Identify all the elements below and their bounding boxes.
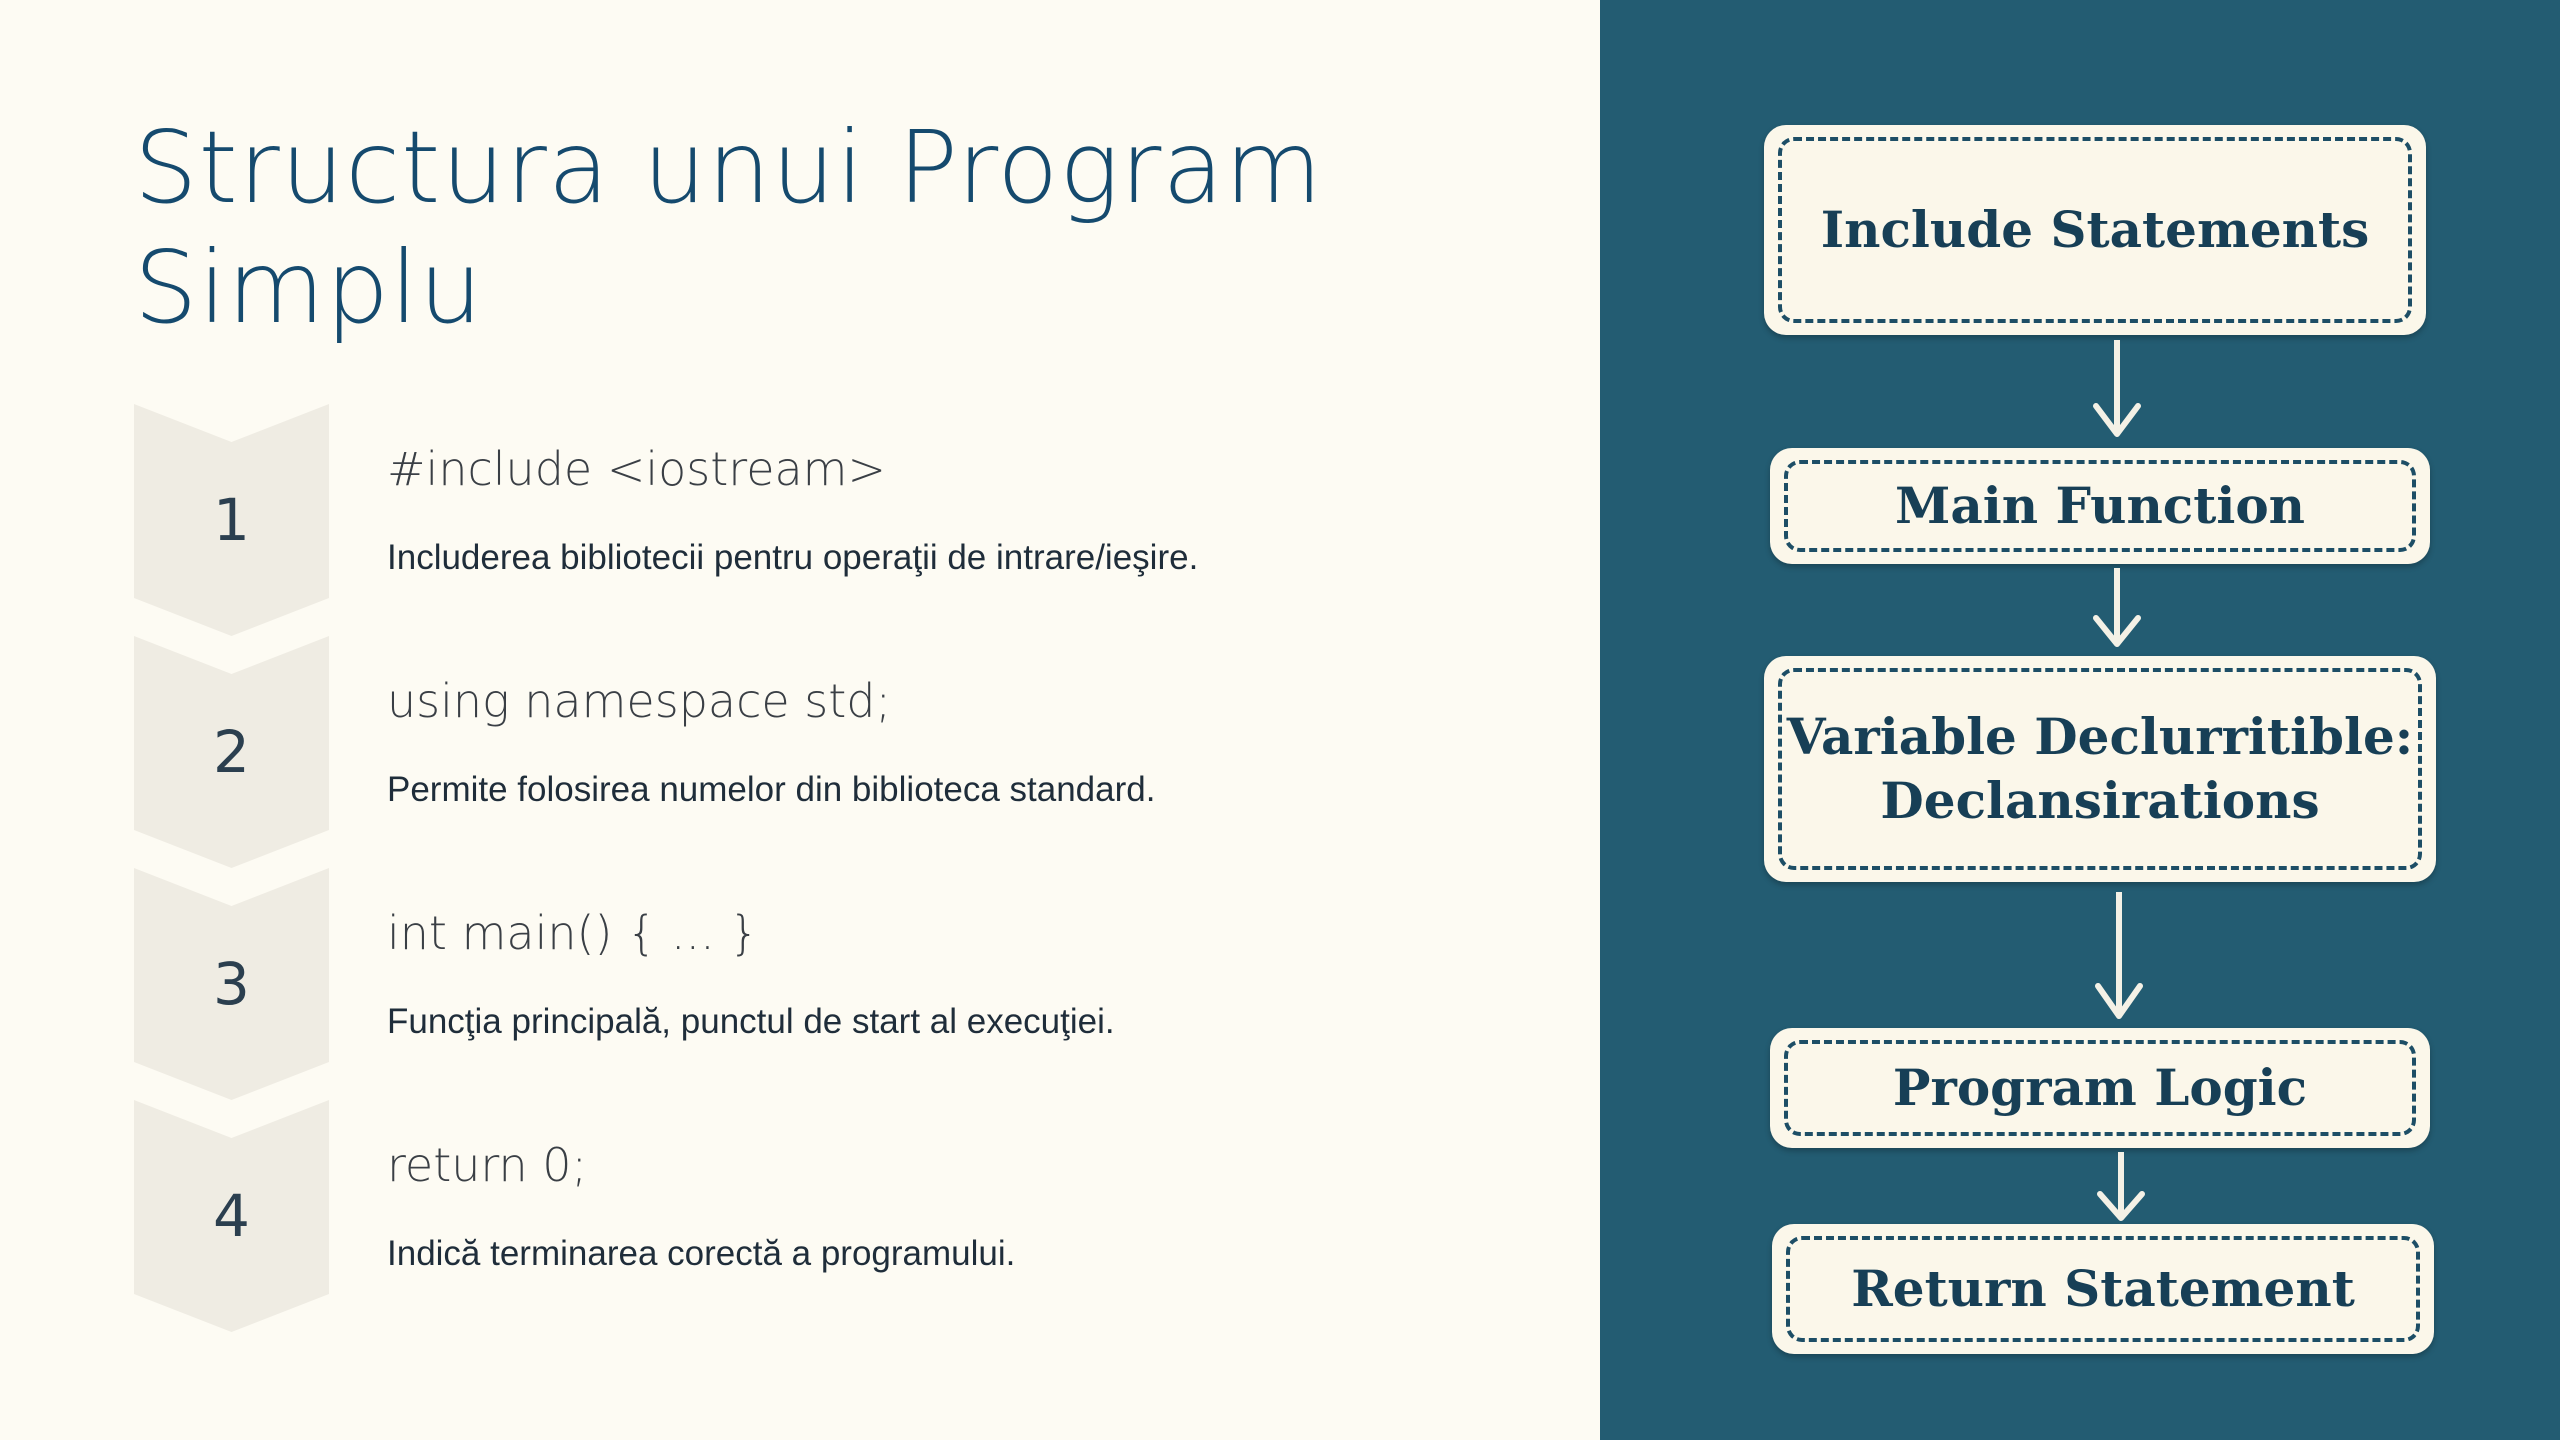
step-item bbox=[134, 868, 1534, 1100]
step-item bbox=[134, 1100, 1534, 1332]
step-item bbox=[134, 404, 1534, 636]
arrow-down-icon bbox=[2092, 568, 2142, 650]
step-number: 1 bbox=[213, 486, 250, 554]
flowchart-box-main: Main Function bbox=[1770, 448, 2430, 564]
step-description: Indică terminarea corectă a programului. bbox=[387, 1234, 1016, 1273]
flowchart-box-variables: Variable Declurritible: Declansirations bbox=[1764, 656, 2436, 882]
step-description: Funcţia principală, punctul de start al execuţiei. bbox=[387, 1002, 1115, 1041]
step-code: return 0; bbox=[387, 1138, 588, 1192]
flowchart-box-return: Return Statement bbox=[1772, 1224, 2434, 1354]
flowchart-box-include: Include Statements bbox=[1764, 125, 2426, 335]
step-code: #include <iostream> bbox=[387, 442, 887, 496]
step-number: 2 bbox=[213, 718, 250, 786]
step-code: using namespace std; bbox=[387, 674, 892, 728]
arrow-down-icon bbox=[2092, 340, 2142, 440]
step-item bbox=[134, 636, 1534, 868]
step-number: 3 bbox=[213, 950, 250, 1018]
step-description: Permite folosirea numelor din biblioteca standard. bbox=[387, 770, 1156, 809]
step-description: Includerea bibliotecii pentru operaţii de intrare/ieşire. bbox=[387, 538, 1199, 577]
arrow-down-icon bbox=[2096, 1152, 2146, 1224]
step-code: int main() { ... } bbox=[387, 906, 759, 960]
arrow-down-icon bbox=[2094, 892, 2144, 1022]
slide-title: Structura unui Program Simplu bbox=[134, 109, 1324, 346]
flowchart-panel bbox=[1600, 0, 2560, 1440]
flowchart-box-logic: Program Logic bbox=[1770, 1028, 2430, 1148]
step-number: 4 bbox=[213, 1182, 250, 1250]
